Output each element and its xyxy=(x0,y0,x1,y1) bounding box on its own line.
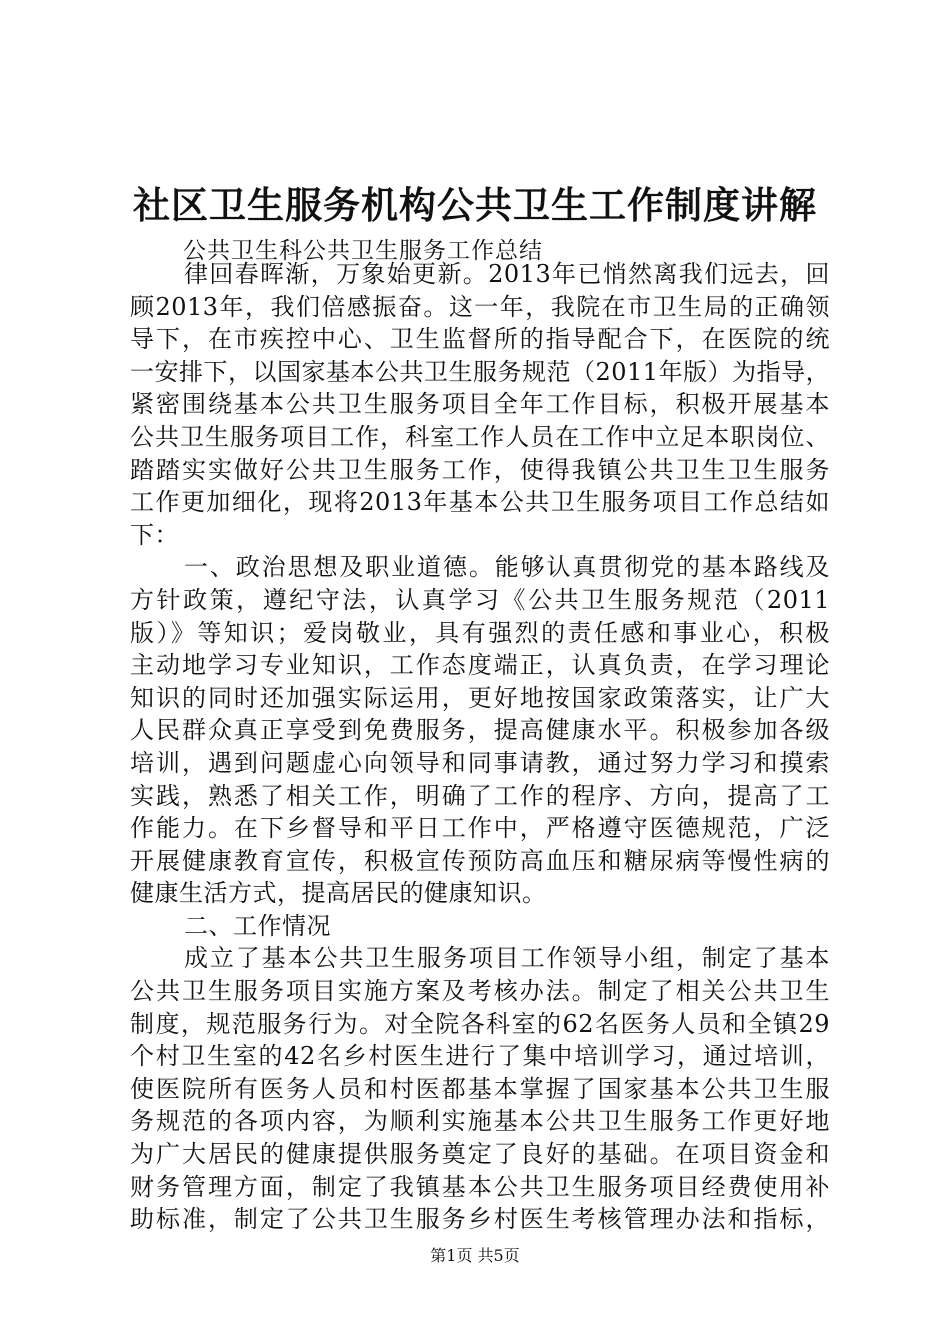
text-line: 律回春晖渐，万象始更新。2013年已悄然离我们远去，回 xyxy=(184,260,830,288)
text-line: 为广大居民的健康提供服务奠定了良好的基础。在项目资金和 xyxy=(130,1140,830,1169)
text-line: 培训，遇到问题虚心向领导和同事请教，通过努力学习和摸索 xyxy=(130,748,830,777)
section-heading: 二、工作情况 xyxy=(184,911,331,940)
text-line: 助标准，制定了公共卫生服务乡村医生考核管理办法和指标， xyxy=(130,1205,830,1234)
page-footer: 第1页 共5页 xyxy=(430,1246,520,1265)
text-line: 导下，在市疾控中心、卫生监督所的指导配合下，在医院的统 xyxy=(130,325,830,354)
document-title: 社区卫生服务机构公共卫生工作制度讲解 xyxy=(133,183,817,227)
text-line: 公共卫生服务项目工作，科室工作人员在工作中立足本职岗位、 xyxy=(130,422,830,451)
document-subtitle: 公共卫生科公共卫生服务工作总结 xyxy=(183,238,543,264)
text-line: 财务管理方面，制定了我镇基本公共卫生服务项目经费使用补 xyxy=(130,1172,830,1201)
text-line: 个村卫生室的42名乡村医生进行了集中培训学习，通过培训， xyxy=(130,1042,830,1071)
text-line: 版）》等知识；爱岗敬业，具有强烈的责任感和事业心，积极 xyxy=(130,618,830,647)
text-line: 一、政治思想及职业道德。能够认真贯彻党的基本路线及 xyxy=(184,553,830,582)
text-line: 务规范的各项内容，为顺利实施基本公共卫生服务工作更好地 xyxy=(130,1107,830,1136)
text-line: 实践，熟悉了相关工作，明确了工作的程序、方向，提高了工 xyxy=(130,781,830,810)
text-line: 顾2013年，我们倍感振奋。这一年，我院在市卫生局的正确领 xyxy=(130,292,830,321)
text-line: 主动地学习专业知识，工作态度端正，认真负责，在学习理论 xyxy=(130,651,830,680)
text-line: 健康生活方式，提高居民的健康知识。 xyxy=(130,879,547,908)
text-line: 使医院所有医务人员和村医都基本掌握了国家基本公共卫生服 xyxy=(130,1074,830,1103)
text-line: 作能力。在下乡督导和平日工作中，严格遵守医德规范，广泛 xyxy=(130,814,830,843)
text-line: 一安排下，以国家基本公共卫生服务规范（2011年版）为指导， xyxy=(130,357,831,386)
text-line: 开展健康教育宣传，积极宣传预防高血压和糖尿病等慢性病的 xyxy=(130,846,830,875)
text-line: 人民群众真正享受到免费服务，提高健康水平。积极参加各级 xyxy=(130,716,830,745)
text-line: 紧密围绕基本公共卫生服务项目全年工作目标，积极开展基本 xyxy=(130,390,830,419)
text-line: 知识的同时还加强实际运用，更好地按国家政策落实，让广大 xyxy=(130,683,830,712)
text-line: 方针政策，遵纪守法，认真学习《公共卫生服务规范（2011 xyxy=(130,585,830,614)
text-line: 制度，规范服务行为。对全院各科室的62名医务人员和全镇29 xyxy=(130,1009,830,1038)
text-line: 公共卫生服务项目实施方案及考核办法。制定了相关公共卫生 xyxy=(130,977,830,1006)
text-line: 下： xyxy=(130,520,179,549)
document-body xyxy=(130,258,830,1236)
text-line: 成立了基本公共卫生服务项目工作领导小组，制定了基本 xyxy=(184,944,830,973)
text-line: 踏踏实实做好公共卫生服务工作，使得我镇公共卫生卫生服务 xyxy=(130,455,830,484)
text-line: 工作更加细化，现将2013年基本公共卫生服务项目工作总结如 xyxy=(130,488,830,517)
